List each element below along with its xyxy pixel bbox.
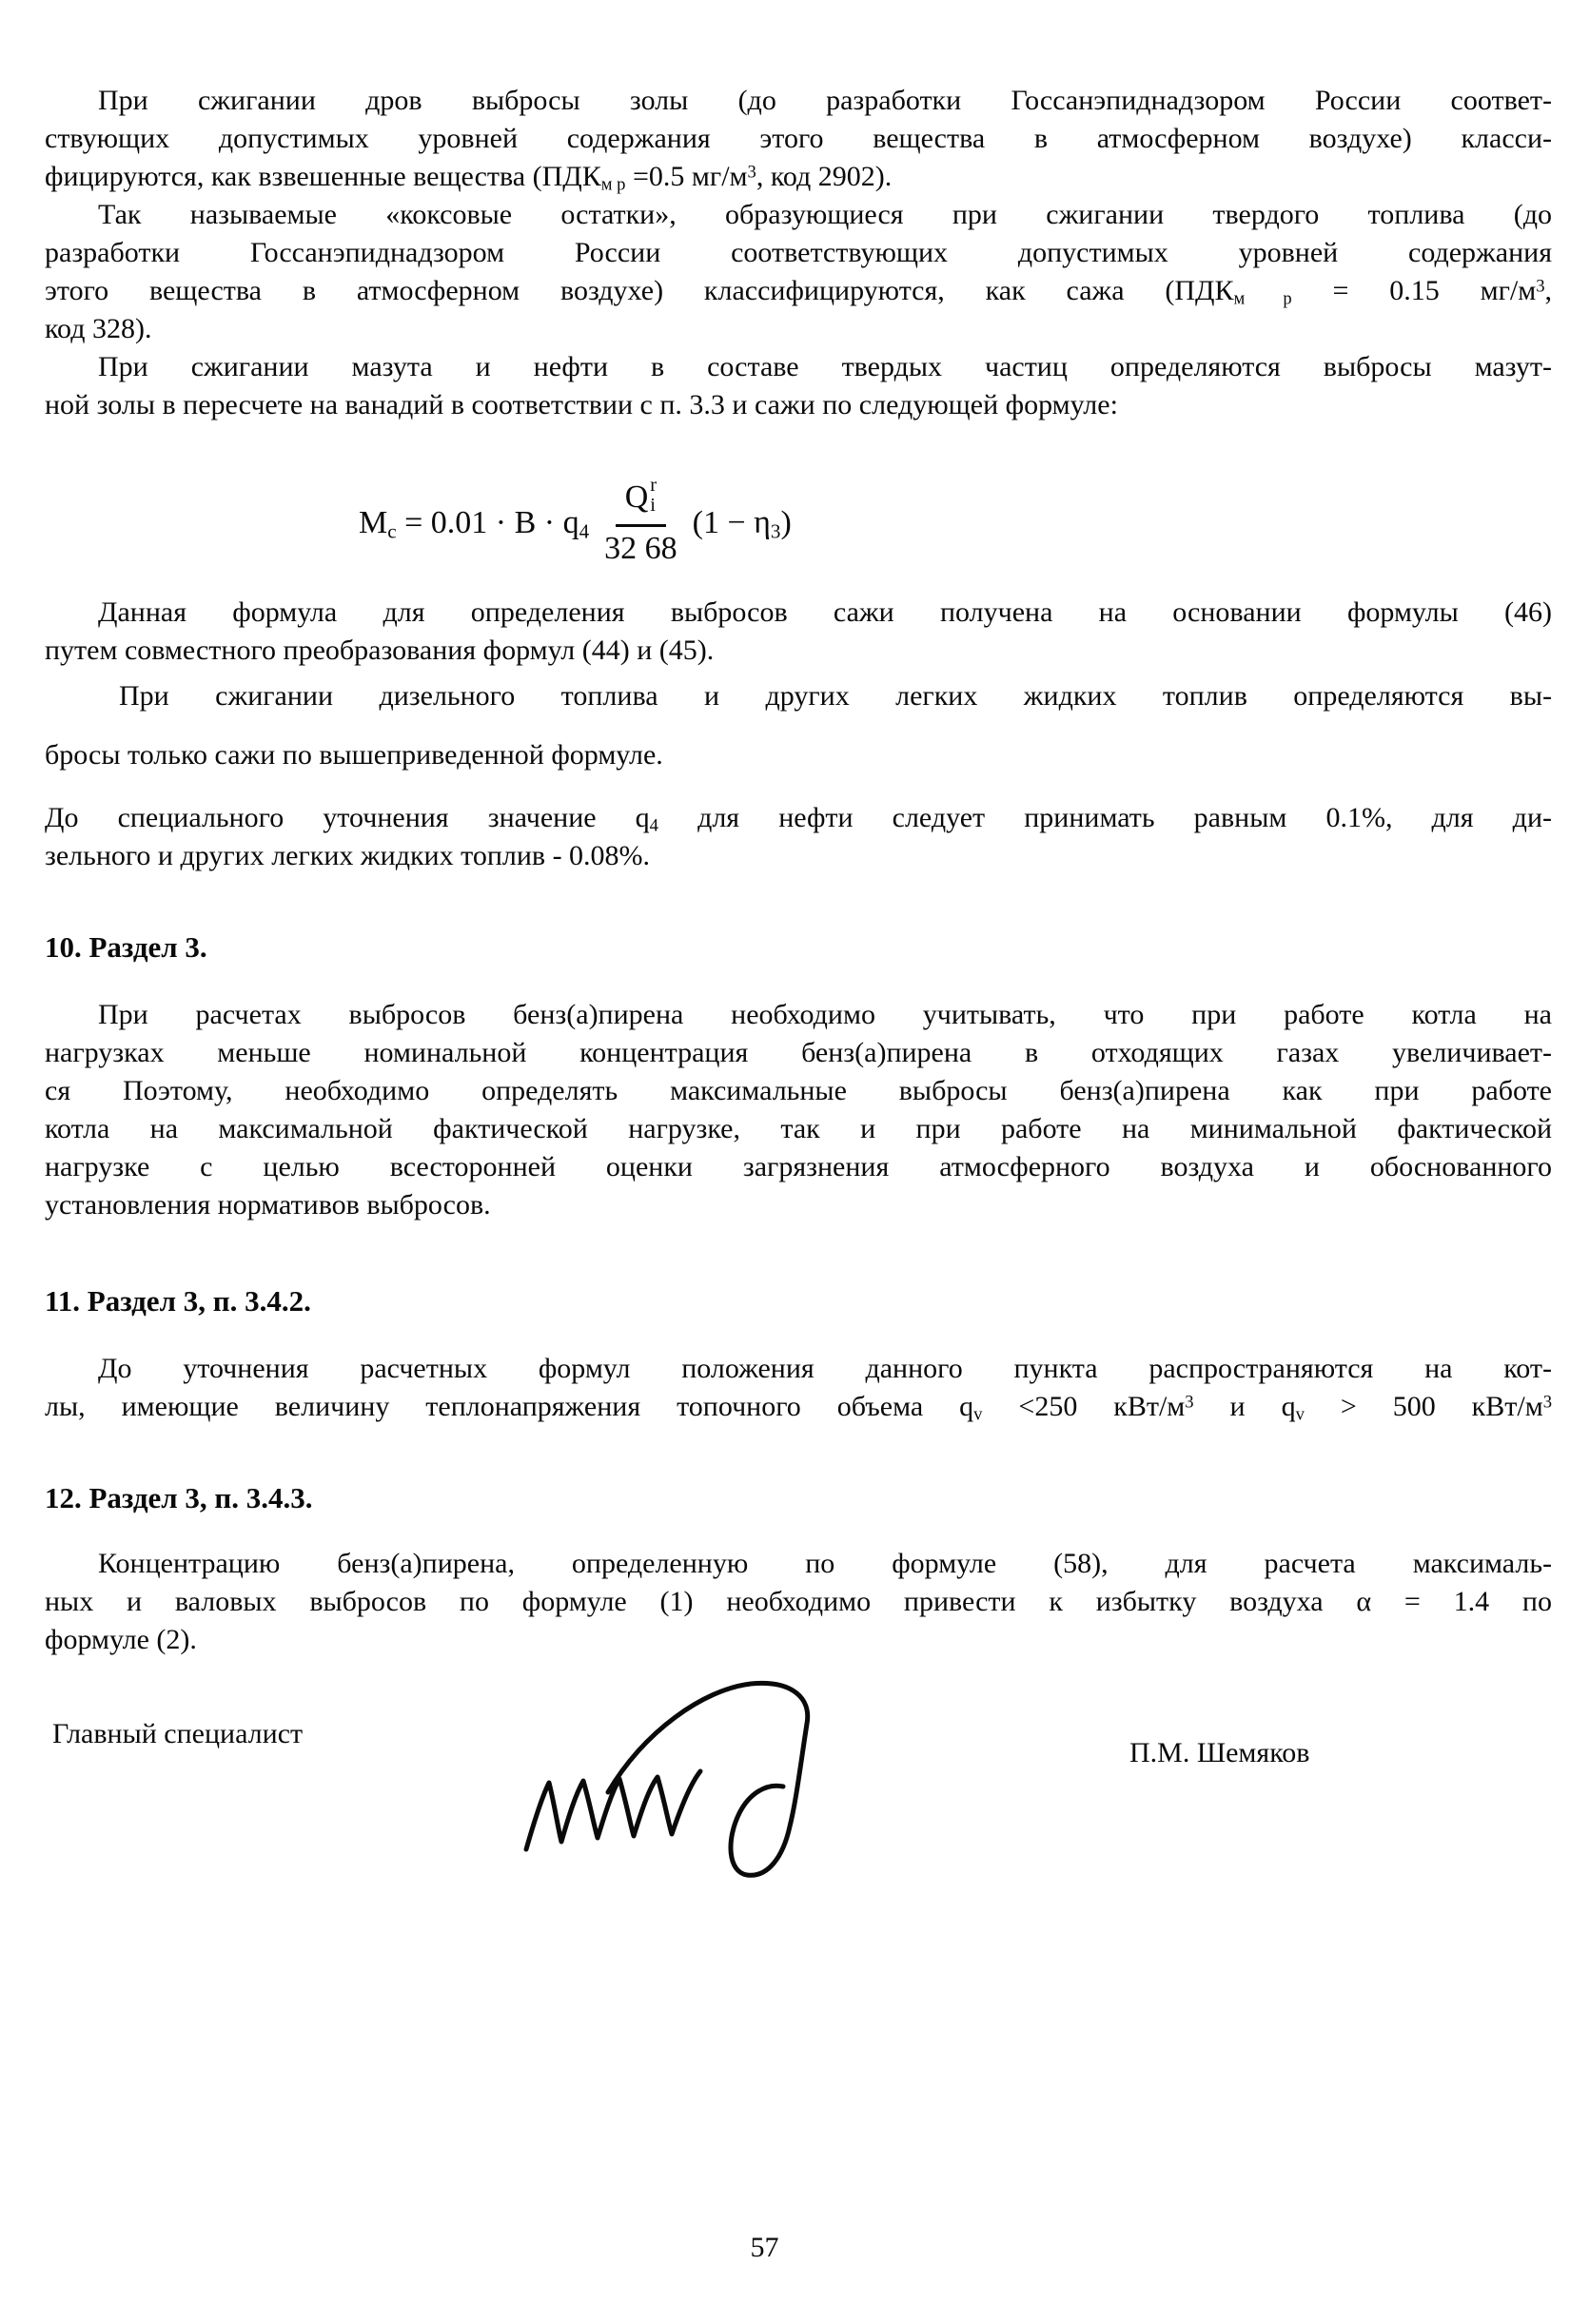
text-line: лы, имеющие величину теплонапряжения топочного объема $q_v <250$ кВт/$м^3$ и $q_v > 500$ кВт/$м^3$: [45, 1390, 1552, 1425]
page-footer: [0, 2232, 1590, 2264]
signatory-role-label: Главный специалист: [52, 1717, 304, 1749]
formula-numerator: Q r i: [616, 479, 666, 527]
paragraph-coke-residues: [45, 196, 1552, 348]
text-line: ся Поэтому, необходимо определять максимальные выбросы бенз(а)пирена как при работе: [45, 1074, 1552, 1106]
text-line: формуле (2).: [45, 1623, 197, 1655]
soot-emission-formula: [359, 475, 1552, 567]
section-heading-12: 12. Раздел 3, п. 3.4.3.: [45, 1480, 313, 1514]
text-line: ной золы в пересчете на ванадий в соответствии с п. 3.3 и сажи по следующей формуле:: [45, 389, 1118, 420]
text-line: Так называемые «коксовые остатки», образующиеся при сжигании твердого топлива (до: [98, 199, 1552, 230]
text-line: До уточнения расчетных формул положения данного пункта распространяются на кот-: [98, 1352, 1552, 1384]
section-heading-10: 10. Раздел 3.: [45, 929, 207, 964]
text-line: ствующих допустимых уровней содержания этого вещества в атмосферном воздухе) класси-: [45, 123, 1552, 154]
paragraph-formula-origin: [45, 594, 1552, 670]
text-line: При сжигании мазута и нефти в составе твердых частиц определяются выбросы мазут-: [98, 351, 1552, 382]
text-line: этого вещества в атмосферном воздухе) классифицируются, как сажа ($ПДК_{м р} = 0.15$ $мг/м^3$,: [45, 275, 1553, 309]
signatory-name: П.М. Шемяков: [1129, 1736, 1310, 1768]
text-line: При сжигании дизельного топлива и других легких жидких топлив определяются вы-: [119, 679, 1552, 712]
paragraph-q4-values: [45, 799, 1552, 875]
formula-fraction: [604, 475, 677, 567]
text-line: Концентрацию бенз(а)пирена, определенную по формуле (58), для расчета максималь-: [98, 1547, 1552, 1579]
text-line: фицируются, как взвешенные вещества ($ПДК_{м р} =0.5$ $мг/м^3$, код 2902).: [45, 161, 893, 195]
text-line: Данная формула для определения выбросов сажи получена на основании формулы (46): [98, 596, 1552, 628]
paragraph-benzapyrene-loads: [45, 996, 1552, 1224]
paragraph-diesel-fuels-1: [45, 677, 1552, 715]
text-line: установления нормативов выбросов.: [45, 1188, 491, 1221]
numerator-superscript: r: [650, 475, 658, 496]
text-line: При сжигании дров выбросы золы (до разработки Госсанэпиднадзором России соответ-: [98, 85, 1552, 116]
text-line: нагрузках меньше номинальной концентрация бенз(а)пирена в отходящих газах увеличивает-: [45, 1036, 1552, 1068]
paragraph-diesel-fuels-2: [45, 736, 1552, 774]
page-number: 57: [750, 2232, 779, 2263]
formula-denominator: 32 68: [604, 530, 677, 566]
handwritten-signature-image: [513, 1672, 867, 1889]
paragraph-ash-emissions: [45, 82, 1552, 196]
text-line: зельного и других легких жидких топлив - 0.08%.: [45, 839, 651, 871]
text-line: код 328).: [45, 313, 152, 344]
paragraph-excess-air-correction: [45, 1545, 1552, 1659]
section-heading-11: 11. Раздел 3, п. 3.4.2.: [45, 1283, 311, 1318]
paragraph-heat-stress-boilers: [45, 1350, 1552, 1426]
text-line: путем совместного преобразования формул (44) и (45).: [45, 634, 715, 666]
text-line: До специального уточнения значение $q_4$ для нефти следует принимать равным 0.1%, для ди-: [45, 801, 1552, 836]
formula-rhs: $(1 - \eta_3)$: [692, 504, 792, 543]
signature-block: [45, 1678, 1552, 1911]
text-line: бросы только сажи по вышеприведенной формуле.: [45, 738, 663, 771]
text-line: При расчетах выбросов бенз(а)пирена необходимо учитывать, что при работе котла на: [98, 998, 1552, 1030]
text-line: ных и валовых выбросов по формуле (1) необходимо привести к избытку воздуха α = 1.4 по: [45, 1585, 1552, 1617]
text-line: разработки Госсанэпиднадзором России соответствующих допустимых уровней содержания: [45, 237, 1552, 268]
text-line: нагрузке с целью всесторонней оценки загрязнения атмосферного воздуха и обоснованного: [45, 1150, 1552, 1182]
document-body: [45, 82, 1552, 1911]
text-line: котла на максимальной фактической нагрузке, так и при работе на минимальной фактической: [45, 1112, 1552, 1144]
formula-lhs: $М_с = 0.01 \cdot В \cdot q_4$: [359, 504, 590, 543]
paragraph-fuel-oil-soot: [45, 348, 1552, 424]
numerator-subscript: i: [650, 495, 656, 517]
